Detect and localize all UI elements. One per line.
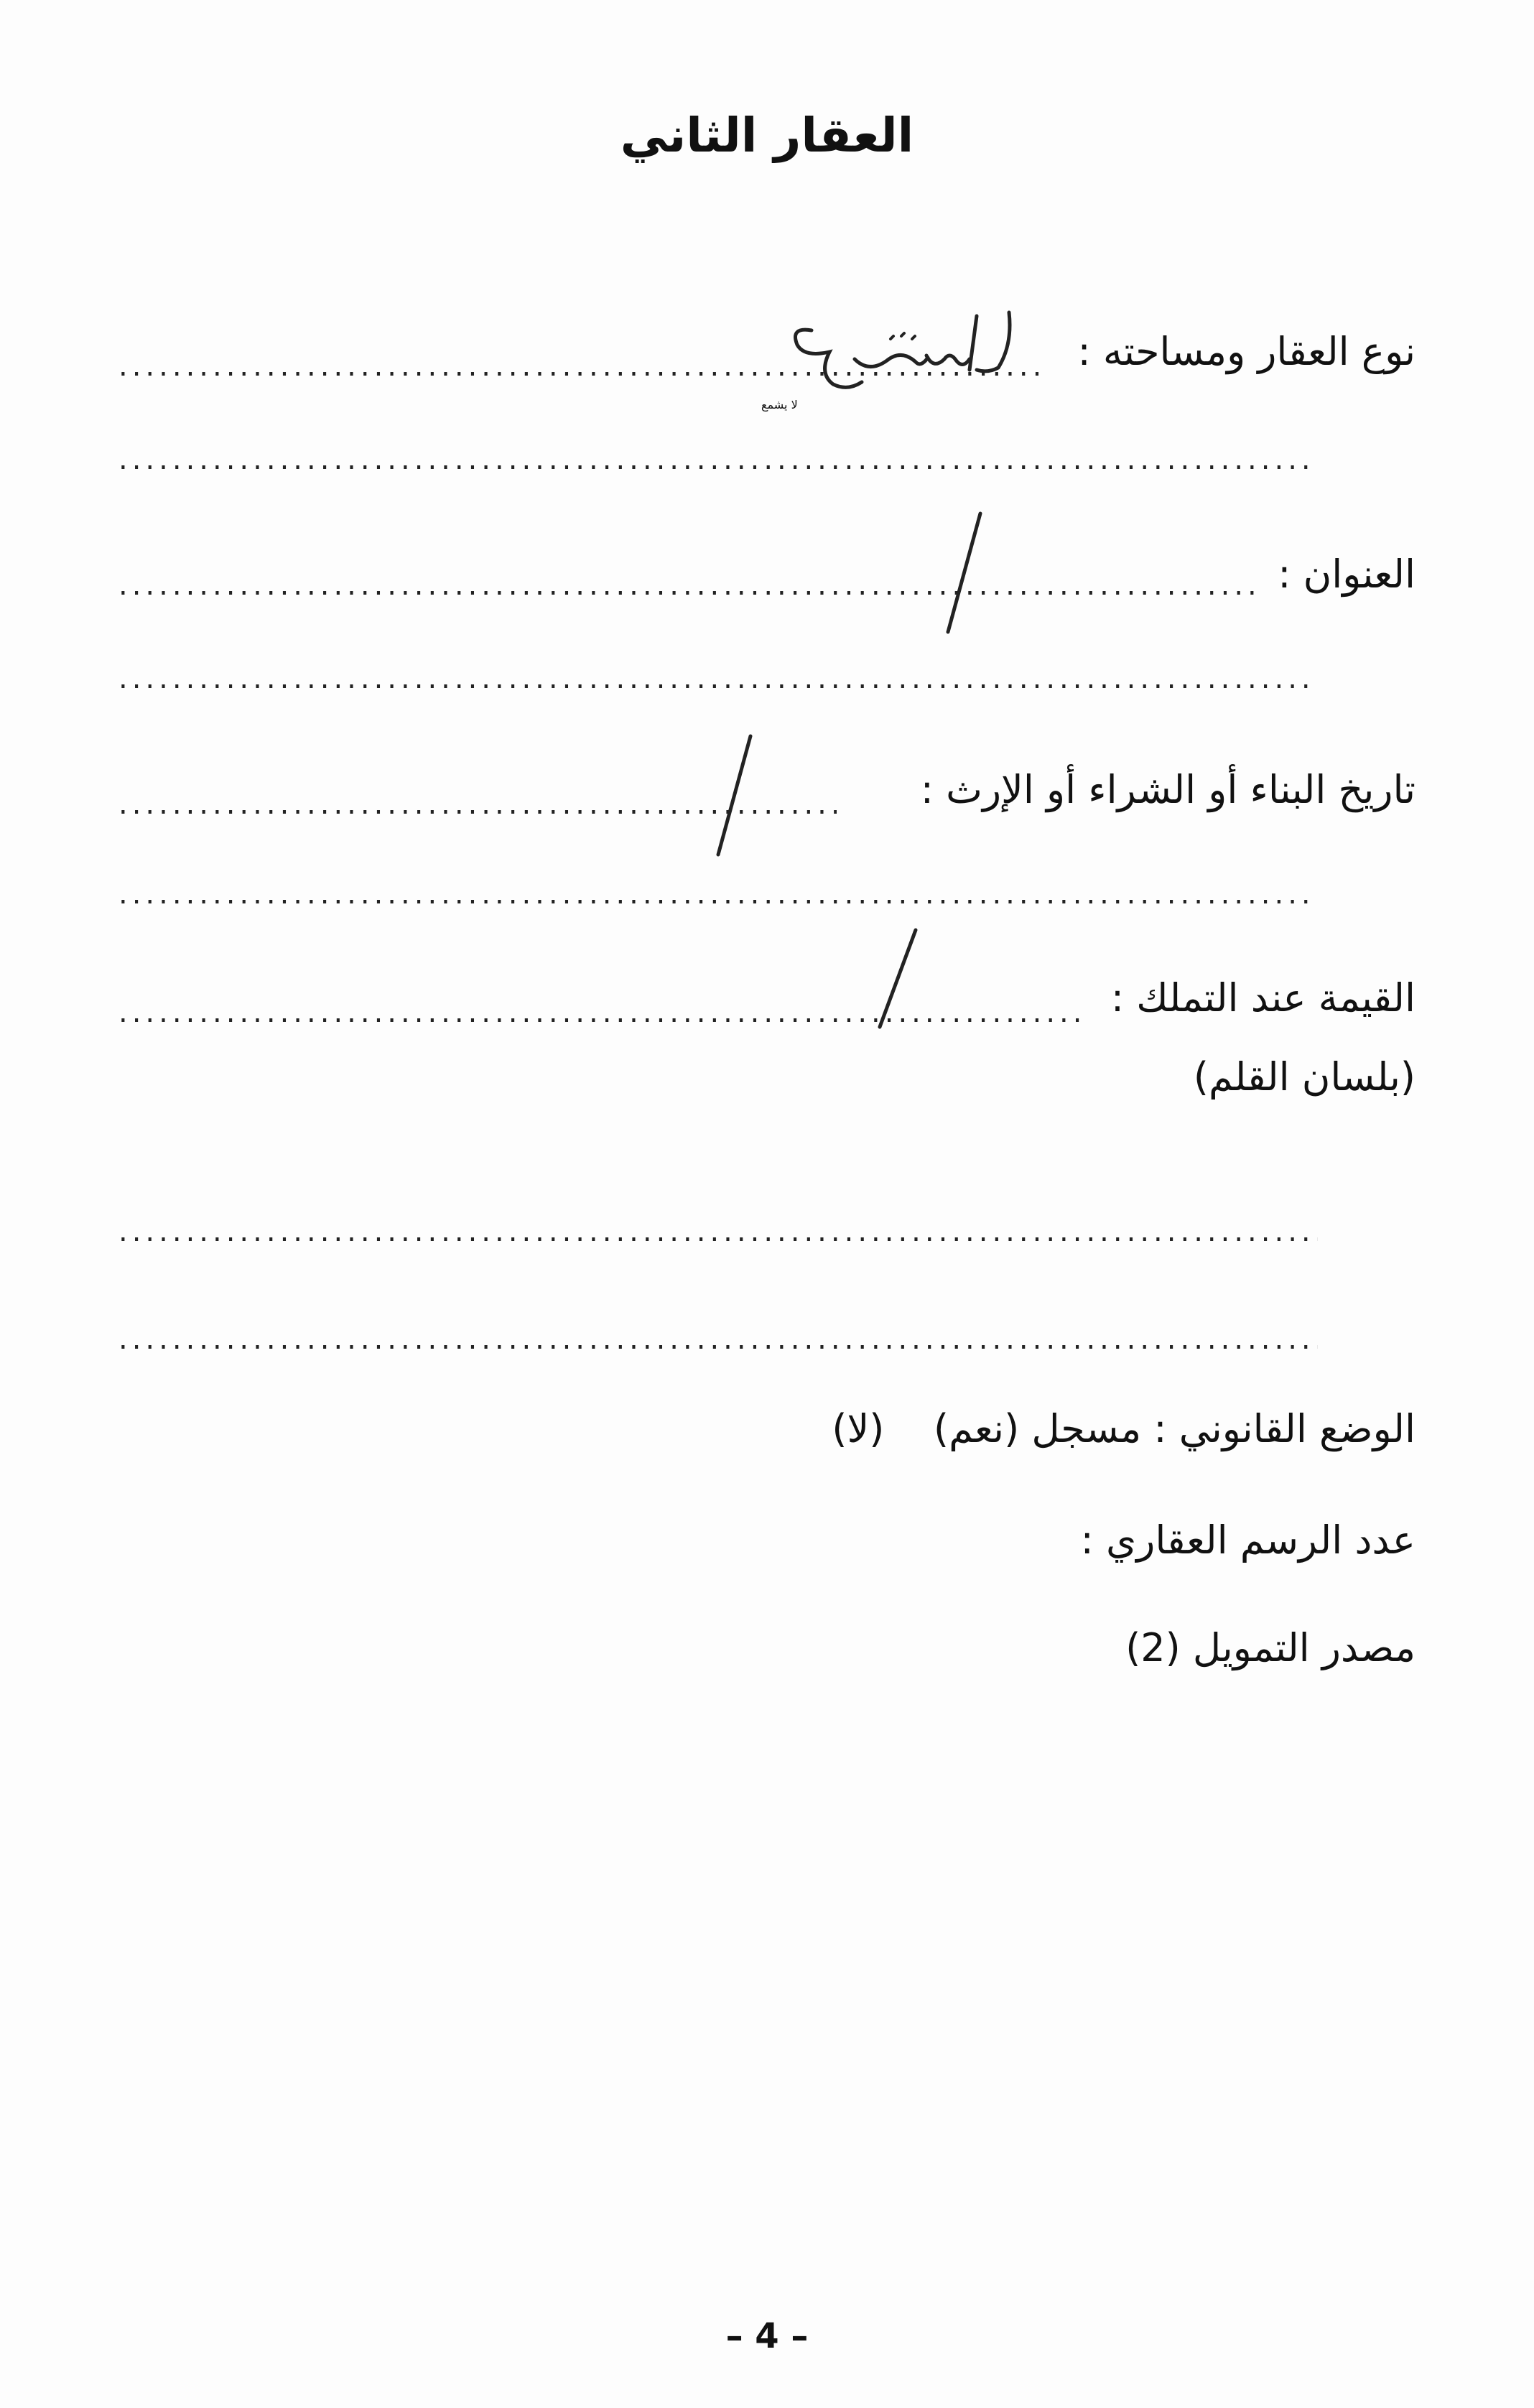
acquisition-date-field [921, 765, 1416, 815]
acquisition-date-label: تاريخ البناء أو الشراء أو الإرث : [920, 767, 1416, 812]
value-dotted-line [118, 984, 1088, 1034]
value-note-text: (بلسان القلم) [1193, 1054, 1416, 1100]
value-continuation-line-2 [118, 1311, 1318, 1361]
land-registry-field [1081, 1515, 1416, 1566]
funding-source-field [1125, 1623, 1416, 1673]
value-label: القيمة عند التملك : [1110, 975, 1416, 1021]
legal-status-field [832, 1404, 1416, 1454]
address-label: العنوان : [1278, 552, 1416, 597]
land-registry-label: عدد الرسم العقاري : [1080, 1517, 1416, 1563]
value-continuation-line-1 [118, 1203, 1318, 1253]
value-note [1194, 1052, 1416, 1102]
property-type-handwriting: لا يشمع [761, 302, 1063, 395]
address-dotted-line [118, 557, 1260, 607]
legal-status-label: الوضع القانوني : مسجل (نعم) (لا) [832, 1406, 1416, 1451]
property-type-dotted-line [118, 338, 1045, 388]
property-type-label: نوع العقار ومساحته : [1077, 329, 1416, 374]
page-number: – 4 – [725, 2316, 809, 2356]
address-continuation-line [118, 650, 1311, 700]
funding-source-label: مصدر التمويل (2) [1125, 1625, 1416, 1670]
address-field [1278, 549, 1416, 600]
property-type-field [1078, 327, 1416, 377]
acquisition-date-dotted-line [118, 776, 837, 826]
property-type-continuation-line [118, 431, 1311, 481]
value-field [1111, 973, 1416, 1023]
acquisition-date-continuation-line [118, 865, 1311, 916]
page-title: العقار الثاني [620, 108, 914, 163]
